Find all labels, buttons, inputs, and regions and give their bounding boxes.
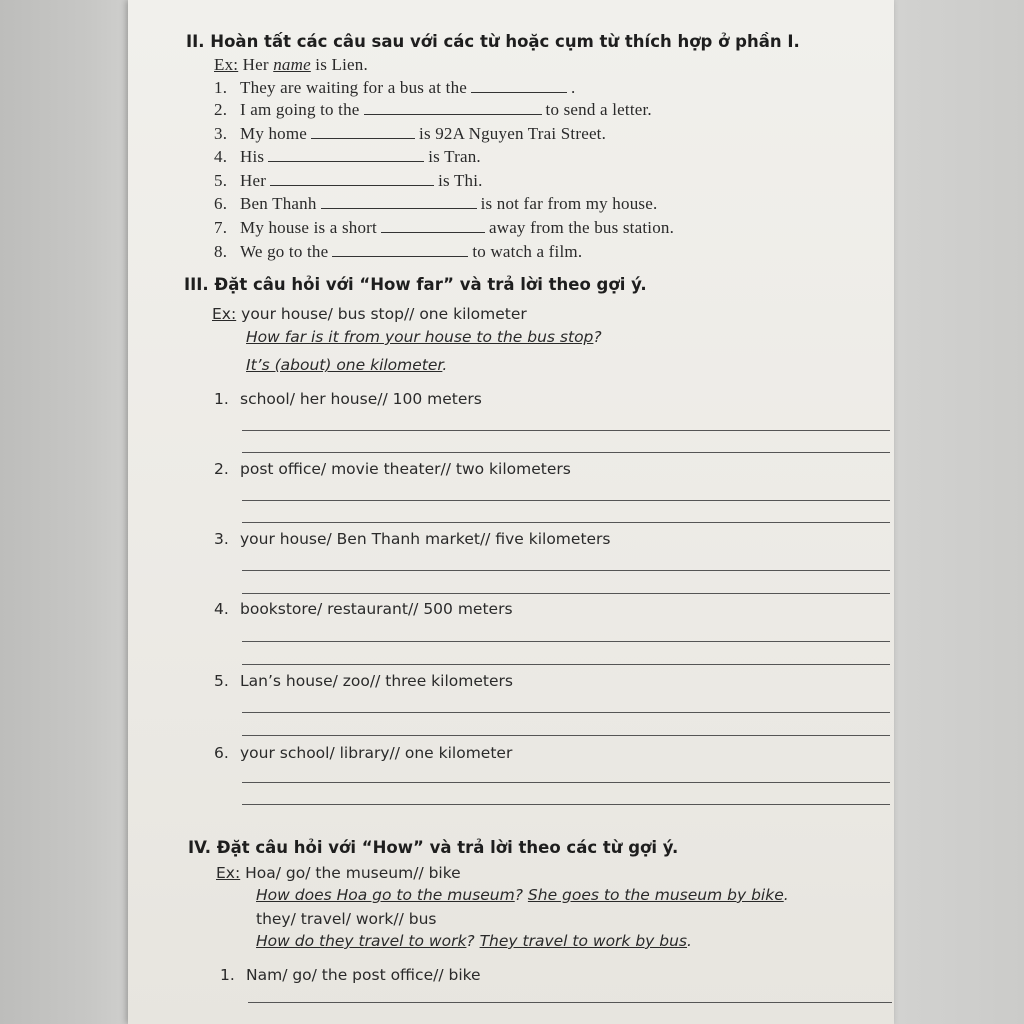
answer-line[interactable] — [242, 430, 890, 431]
background-edge — [894, 0, 1024, 1024]
answer-line[interactable] — [242, 500, 890, 501]
answer-line[interactable] — [242, 522, 890, 523]
book-gutter — [0, 0, 128, 1024]
s3-item-1: 1. school/ her house// 100 meters — [214, 390, 482, 408]
s3-item-3: 3. your house/ Ben Thanh market// five kilometers — [214, 530, 611, 548]
s2-item-6: 6. Ben Thanh is not far from my house. — [214, 194, 658, 213]
section-3-example-prompt: Ex: your house/ bus stop// one kilometer — [212, 305, 527, 323]
answer-blank[interactable] — [471, 78, 567, 93]
answer-line[interactable] — [248, 1002, 892, 1003]
answer-blank[interactable] — [268, 147, 424, 162]
s2-item-4: 4. His is Tran. — [214, 147, 481, 166]
s2-item-5: 5. Her is Thi. — [214, 171, 483, 190]
section-4-example-2-answer: How do they travel to work? They travel to work by bus. — [256, 932, 692, 950]
s2-item-8: 8. We go to the to watch a film. — [214, 242, 583, 261]
s3-item-5: 5. Lan’s house/ zoo// three kilometers — [214, 672, 513, 690]
answer-blank[interactable] — [321, 194, 477, 209]
section-3-example-answer: It’s (about) one kilometer. — [246, 356, 448, 374]
s4-item-1: 1. Nam/ go/ the post office// bike — [220, 966, 481, 984]
section-4-title: IV. Đặt câu hỏi với “How” và trả lời theo các từ gợi ý. — [188, 838, 679, 857]
section-2-title: II. Hoàn tất các câu sau với các từ hoặc cụm từ thích hợp ở phần I. — [186, 32, 800, 51]
answer-line[interactable] — [242, 570, 890, 571]
answer-line[interactable] — [242, 593, 890, 594]
answer-blank[interactable] — [270, 171, 434, 186]
section-3-title: III. Đặt câu hỏi với “How far” và trả lời theo gợi ý. — [184, 275, 647, 294]
s3-item-2: 2. post office/ movie theater// two kilometers — [214, 460, 571, 478]
answer-line[interactable] — [242, 735, 890, 736]
answer-blank[interactable] — [332, 242, 468, 257]
section-2-example: Ex: Her name is Lien. — [214, 55, 368, 74]
answer-line[interactable] — [242, 712, 890, 713]
s2-item-3: 3. My home is 92A Nguyen Trai Street. — [214, 124, 607, 143]
answer-line[interactable] — [242, 782, 890, 783]
answer-blank[interactable] — [311, 124, 415, 139]
answer-line[interactable] — [242, 664, 890, 665]
answer-blank[interactable] — [381, 218, 485, 233]
section-4-example-2-prompt: they/ travel/ work// bus — [256, 910, 437, 928]
s2-item-7: 7. My house is a short away from the bus station. — [214, 218, 675, 237]
s3-item-6: 6. your school/ library// one kilometer — [214, 744, 513, 762]
s2-item-1: 1. They are waiting for a bus at the . — [214, 78, 576, 97]
answer-blank[interactable] — [364, 100, 542, 115]
section-4-example-1-answer: How does Hoa go to the museum? She goes to the museum by bike. — [256, 886, 789, 904]
answer-line[interactable] — [242, 804, 890, 805]
s2-item-2: 2. I am going to the to send a letter. — [214, 100, 652, 119]
answer-line[interactable] — [242, 452, 890, 453]
section-3-example-question: How far is it from your house to the bus stop? — [246, 328, 602, 346]
s3-item-4: 4. bookstore/ restaurant// 500 meters — [214, 600, 513, 618]
answer-line[interactable] — [242, 641, 890, 642]
worksheet-page — [128, 0, 894, 1024]
section-4-example-1-prompt: Ex: Hoa/ go/ the museum// bike — [216, 864, 461, 882]
